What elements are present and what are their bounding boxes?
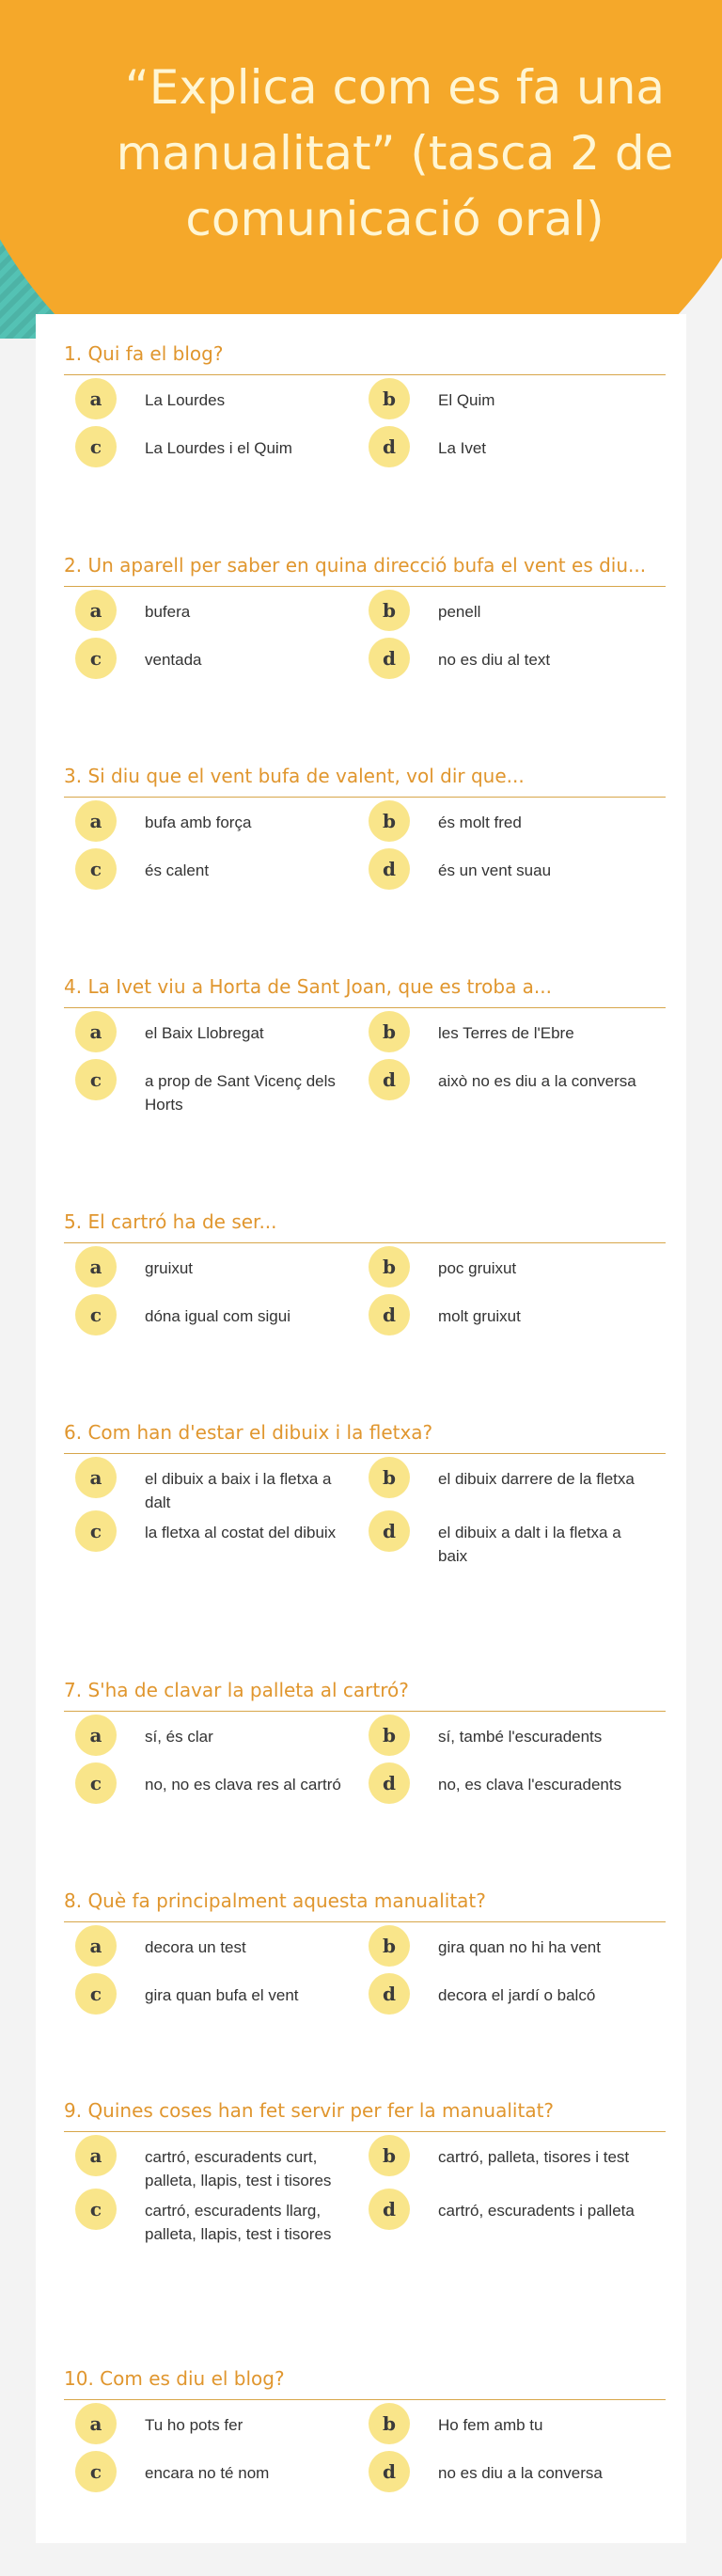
answer-letter-badge: c bbox=[75, 1510, 117, 1552]
answer-text: decora el jardí o balcó bbox=[438, 1986, 596, 2004]
answer-option-b[interactable] bbox=[357, 1256, 651, 1298]
answer-option-b[interactable] bbox=[357, 1467, 651, 1514]
answer-letter-badge: d bbox=[369, 1762, 410, 1804]
answer-option-a[interactable] bbox=[64, 1021, 357, 1063]
answer-text: el Baix Llobregat bbox=[145, 1024, 264, 1042]
answer-text: poc gruixut bbox=[438, 1259, 517, 1277]
answer-option-d[interactable] bbox=[357, 2461, 651, 2503]
answer-option-b[interactable] bbox=[357, 2145, 651, 2192]
question-title: 2. Un aparell per saber en quina direcció bufa el vent es diu... bbox=[64, 552, 666, 587]
answer-letter-badge: c bbox=[75, 2451, 117, 2492]
answer-option-c[interactable] bbox=[64, 1521, 357, 1568]
answer-text: sí, també l'escuradents bbox=[438, 1728, 603, 1746]
answer-option-b[interactable] bbox=[357, 2413, 651, 2455]
question-title: 1. Qui fa el blog? bbox=[64, 340, 666, 375]
answer-text: gira quan bufa el vent bbox=[145, 1986, 299, 2004]
answer-grid bbox=[64, 2413, 666, 2503]
answer-letter-badge: c bbox=[75, 848, 117, 890]
answer-option-a[interactable] bbox=[64, 1725, 357, 1766]
answer-option-a[interactable] bbox=[64, 811, 357, 852]
answer-letter-badge: a bbox=[75, 1246, 117, 1288]
answer-text: és molt fred bbox=[438, 814, 522, 831]
answer-option-b[interactable] bbox=[357, 600, 651, 641]
answer-text: molt gruixut bbox=[438, 1307, 521, 1325]
answer-option-a[interactable] bbox=[64, 600, 357, 641]
question-title: 6. Com han d'estar el dibuix i la fletxa? bbox=[64, 1419, 666, 1454]
answer-option-a[interactable] bbox=[64, 1936, 357, 1977]
answer-option-d[interactable] bbox=[357, 436, 651, 478]
answer-letter-badge: b bbox=[369, 590, 410, 631]
quiz-card bbox=[36, 314, 686, 2543]
answer-text: encara no té nom bbox=[145, 2464, 270, 2482]
answer-grid bbox=[64, 388, 666, 478]
answer-letter-badge: a bbox=[75, 2403, 117, 2444]
answer-option-c[interactable] bbox=[64, 2461, 357, 2503]
answer-option-a[interactable] bbox=[64, 388, 357, 430]
answer-text: dóna igual com sigui bbox=[145, 1307, 290, 1325]
question-8 bbox=[64, 1888, 666, 2025]
question-5 bbox=[64, 1209, 666, 1346]
answer-text: La Ivet bbox=[438, 439, 487, 457]
answer-option-d[interactable] bbox=[357, 1773, 651, 1814]
question-title: 10. Com es diu el blog? bbox=[64, 2365, 666, 2400]
answer-text: això no es diu a la conversa bbox=[438, 1072, 636, 1090]
answer-text: cartró, escuradents curt, palleta, llapis, test i tisores bbox=[145, 2148, 332, 2189]
answer-option-c[interactable] bbox=[64, 1304, 357, 1346]
answer-text: el dibuix a dalt i la fletxa a baix bbox=[438, 1524, 621, 1565]
answer-letter-badge: a bbox=[75, 1457, 117, 1498]
answer-text: no es diu al text bbox=[438, 651, 551, 669]
answer-option-c[interactable] bbox=[64, 648, 357, 689]
answer-option-a[interactable] bbox=[64, 1467, 357, 1514]
answer-text: el dibuix a baix i la fletxa a dalt bbox=[145, 1470, 332, 1511]
answer-option-c[interactable] bbox=[64, 1069, 357, 1116]
answer-letter-badge: d bbox=[369, 1294, 410, 1335]
question-title: 3. Si diu que el vent bufa de valent, vol dir que... bbox=[64, 763, 666, 798]
answer-option-b[interactable] bbox=[357, 1725, 651, 1766]
answer-letter-badge: d bbox=[369, 1059, 410, 1100]
answer-option-c[interactable] bbox=[64, 859, 357, 900]
answer-option-a[interactable] bbox=[64, 2145, 357, 2192]
answer-text: és calent bbox=[145, 861, 210, 879]
question-4 bbox=[64, 973, 666, 1116]
answer-letter-badge: b bbox=[369, 2403, 410, 2444]
answer-text: ventada bbox=[145, 651, 202, 669]
question-title: 8. Què fa principalment aquesta manualitat? bbox=[64, 1888, 666, 1922]
answer-grid bbox=[64, 1021, 666, 1116]
answer-text: és un vent suau bbox=[438, 861, 552, 879]
answer-letter-badge: a bbox=[75, 1925, 117, 1967]
answer-text: bufera bbox=[145, 603, 191, 621]
answer-letter-badge: c bbox=[75, 1762, 117, 1804]
answer-letter-badge: a bbox=[75, 2135, 117, 2176]
answer-text: gira quan no hi ha vent bbox=[438, 1938, 601, 1956]
answer-text: no, no es clava res al cartró bbox=[145, 1776, 341, 1794]
answer-text: La Lourdes bbox=[145, 391, 226, 409]
answer-option-d[interactable] bbox=[357, 1069, 651, 1116]
answer-option-b[interactable] bbox=[357, 388, 651, 430]
answer-text: La Lourdes i el Quim bbox=[145, 439, 292, 457]
question-9 bbox=[64, 2097, 666, 2246]
answer-grid bbox=[64, 2145, 666, 2246]
question-title: 7. S'ha de clavar la palleta al cartró? bbox=[64, 1677, 666, 1712]
answer-text: el dibuix darrere de la fletxa bbox=[438, 1470, 635, 1488]
answer-grid bbox=[64, 811, 666, 900]
answer-letter-badge: c bbox=[75, 638, 117, 679]
answer-text: no, es clava l'escuradents bbox=[438, 1776, 622, 1794]
question-title: 4. La Ivet viu a Horta de Sant Joan, que es troba a... bbox=[64, 973, 666, 1008]
answer-text: bufa amb força bbox=[145, 814, 252, 831]
answer-option-c[interactable] bbox=[64, 436, 357, 478]
answer-text: decora un test bbox=[145, 1938, 246, 1956]
answer-letter-badge: b bbox=[369, 800, 410, 842]
answer-option-b[interactable] bbox=[357, 811, 651, 852]
answer-letter-badge: d bbox=[369, 638, 410, 679]
answer-option-c[interactable] bbox=[64, 2199, 357, 2246]
answer-text: Tu ho pots fer bbox=[145, 2416, 243, 2434]
question-1 bbox=[64, 340, 666, 478]
answer-letter-badge: b bbox=[369, 1011, 410, 1052]
answer-letter-badge: a bbox=[75, 800, 117, 842]
answer-letter-badge: c bbox=[75, 2189, 117, 2230]
answer-option-a[interactable] bbox=[64, 2413, 357, 2455]
answer-option-b[interactable] bbox=[357, 1021, 651, 1063]
answer-letter-badge: d bbox=[369, 2451, 410, 2492]
answer-option-d[interactable] bbox=[357, 859, 651, 900]
answer-text: a prop de Sant Vicenç dels Horts bbox=[145, 1072, 336, 1114]
answer-option-b[interactable] bbox=[357, 1936, 651, 1977]
question-10 bbox=[64, 2365, 666, 2503]
answer-letter-badge: b bbox=[369, 1246, 410, 1288]
question-2 bbox=[64, 552, 666, 689]
answer-option-d[interactable] bbox=[357, 1983, 651, 2025]
answer-letter-badge: b bbox=[369, 1715, 410, 1756]
answer-grid bbox=[64, 1256, 666, 1346]
answer-text: penell bbox=[438, 603, 481, 621]
answer-letter-badge: d bbox=[369, 1973, 410, 2015]
answer-letter-badge: d bbox=[369, 848, 410, 890]
answer-text: El Quim bbox=[438, 391, 495, 409]
question-title: 5. El cartró ha de ser... bbox=[64, 1209, 666, 1243]
answer-option-c[interactable] bbox=[64, 1983, 357, 2025]
answer-text: cartró, escuradents i palleta bbox=[438, 2202, 635, 2220]
answer-letter-badge: a bbox=[75, 1715, 117, 1756]
answer-option-d[interactable] bbox=[357, 1521, 651, 1568]
answer-letter-badge: d bbox=[369, 2189, 410, 2230]
answer-option-d[interactable] bbox=[357, 2199, 651, 2246]
answer-letter-badge: b bbox=[369, 2135, 410, 2176]
answer-text: no es diu a la conversa bbox=[438, 2464, 603, 2482]
answer-letter-badge: b bbox=[369, 378, 410, 419]
answer-text: sí, és clar bbox=[145, 1728, 213, 1746]
answer-option-d[interactable] bbox=[357, 1304, 651, 1346]
answer-option-a[interactable] bbox=[64, 1256, 357, 1298]
answer-letter-badge: c bbox=[75, 1973, 117, 2015]
answer-text: Ho fem amb tu bbox=[438, 2416, 543, 2434]
answer-letter-badge: a bbox=[75, 1011, 117, 1052]
answer-letter-badge: a bbox=[75, 590, 117, 631]
answer-letter-badge: c bbox=[75, 1294, 117, 1335]
answer-grid bbox=[64, 1725, 666, 1814]
question-3 bbox=[64, 763, 666, 900]
answer-text: cartró, escuradents llarg, palleta, llapis, test i tisores bbox=[145, 2202, 332, 2243]
answer-letter-badge: d bbox=[369, 426, 410, 467]
answer-letter-badge: b bbox=[369, 1925, 410, 1967]
answer-option-c[interactable] bbox=[64, 1773, 357, 1814]
answer-grid bbox=[64, 1936, 666, 2025]
answer-letter-badge: c bbox=[75, 426, 117, 467]
answer-grid bbox=[64, 1467, 666, 1568]
answer-grid bbox=[64, 600, 666, 689]
answer-text: cartró, palleta, tisores i test bbox=[438, 2148, 630, 2166]
question-6 bbox=[64, 1419, 666, 1568]
page-title: “Explica com es fa una manualitat” (tasca 2 de comunicació oral) bbox=[116, 60, 674, 246]
answer-letter-badge: c bbox=[75, 1059, 117, 1100]
answer-text: la fletxa al costat del dibuix bbox=[145, 1524, 337, 1541]
answer-letter-badge: a bbox=[75, 378, 117, 419]
answer-text: gruixut bbox=[145, 1259, 194, 1277]
question-7 bbox=[64, 1677, 666, 1814]
answer-letter-badge: d bbox=[369, 1510, 410, 1552]
answer-letter-badge: b bbox=[369, 1457, 410, 1498]
question-title: 9. Quines coses han fet servir per fer la manualitat? bbox=[64, 2097, 666, 2132]
answer-option-d[interactable] bbox=[357, 648, 651, 689]
answer-text: les Terres de l'Ebre bbox=[438, 1024, 574, 1042]
